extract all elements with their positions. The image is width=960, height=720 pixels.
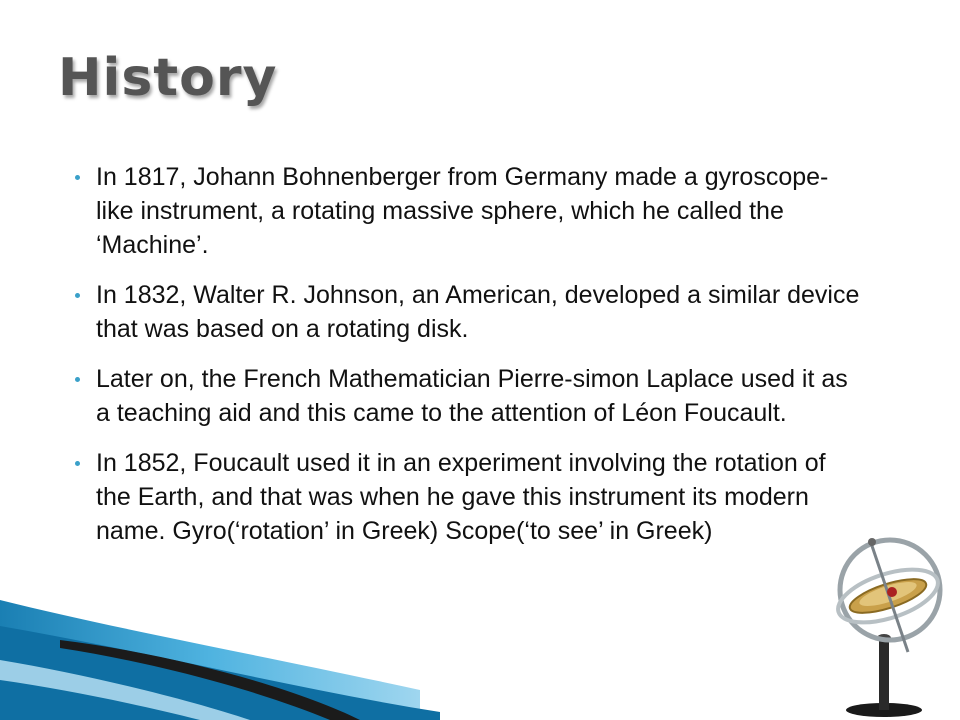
bullet-dot-icon [75,377,80,382]
bullet-text: Later on, the French Mathematician Pierre-simon Laplace used it as a teaching aid and this came to the attention of Léon Foucault. [96,365,848,427]
bullet-dot-icon [75,293,80,298]
bullet-dot-icon [75,461,80,466]
list-item [72,160,862,262]
list-item [72,278,862,346]
gyroscope-image [822,518,952,718]
page-title: History [58,48,278,108]
bullet-text: In 1852, Foucault used it in an experiment involving the rotation of the Earth, and that was when he gave this instrument its modern name. Gyro(‘rotation’ in Greek) Scope(‘to see’ in Greek) [96,449,826,545]
list-item [72,446,862,548]
bullet-dot-icon [75,175,80,180]
list-item [72,362,862,430]
bullet-list [72,160,862,564]
bullet-text: In 1832, Walter R. Johnson, an American, developed a similar device that was based on a rotating disk. [96,281,860,343]
bullet-text: In 1817, Johann Bohnenberger from Germany made a gyroscope-like instrument, a rotating massive sphere, which he called the ‘Machine’. [96,163,829,259]
